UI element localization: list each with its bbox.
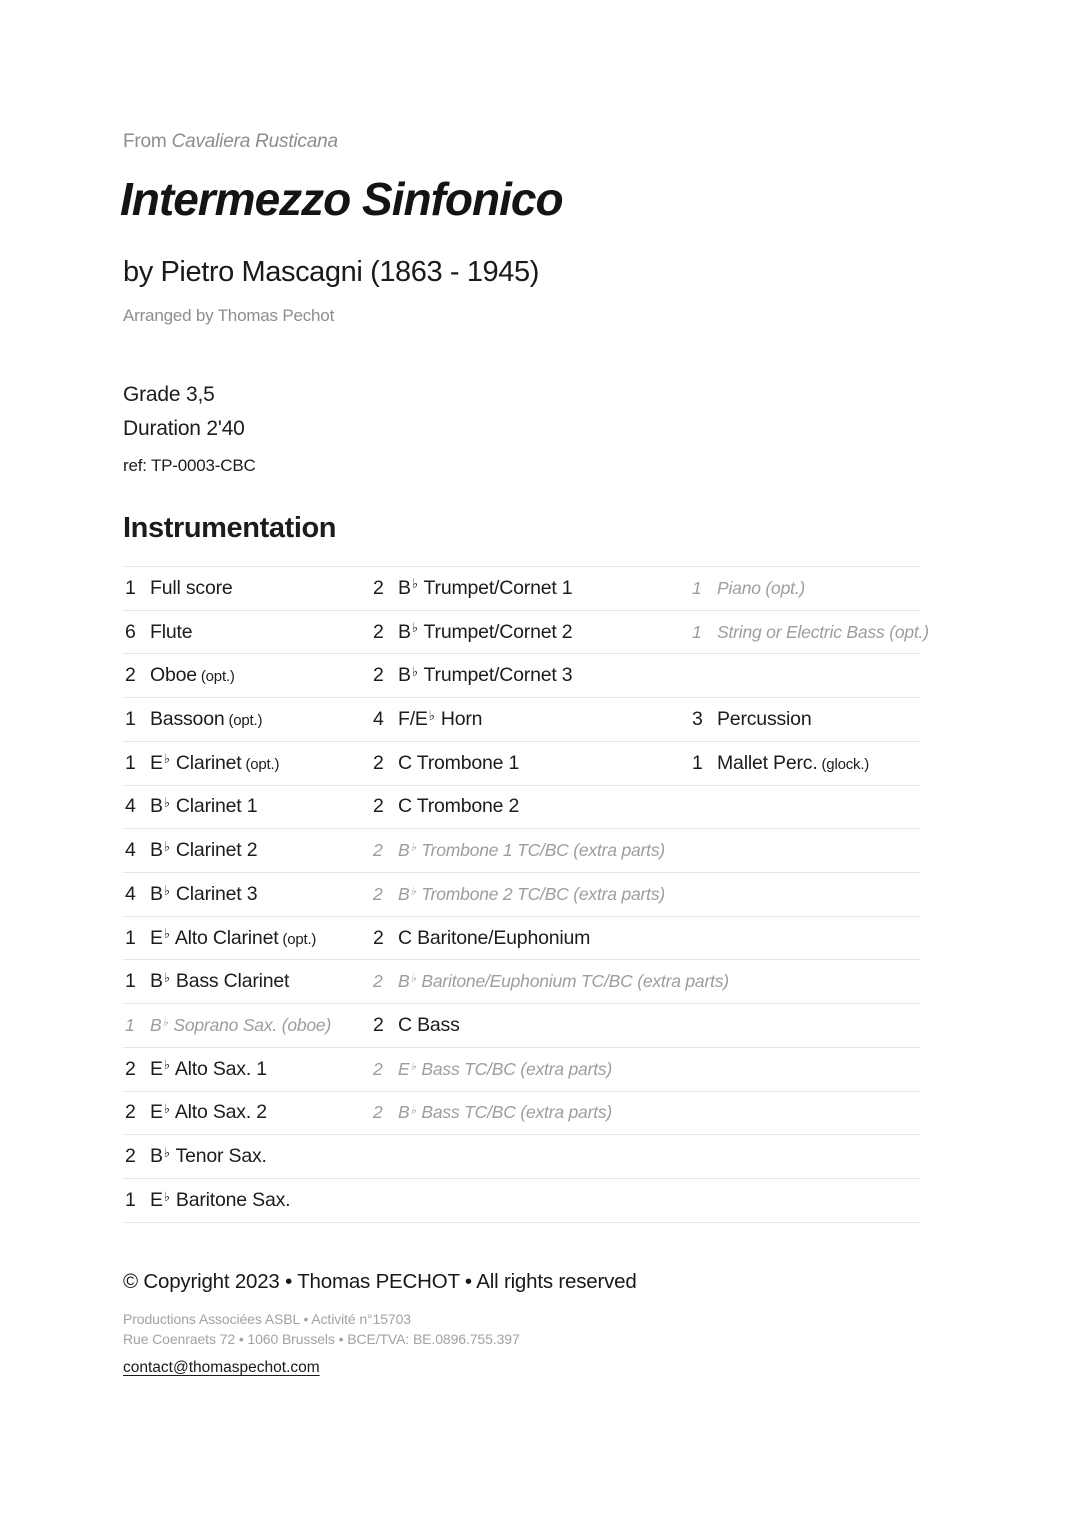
instrument-qty: 1 (125, 1015, 135, 1036)
instrument-qty: 2 (373, 664, 384, 687)
flat-sign: ♭ (411, 663, 418, 679)
instrument-name: C Trombone 1 (398, 751, 520, 774)
instrument-qty: 1 (692, 751, 703, 774)
instrument-qty: 2 (373, 840, 383, 861)
instrument-qty: 4 (125, 839, 136, 862)
instrument-qty: 6 (125, 620, 136, 643)
instrument-name: Piano (opt.) (717, 577, 806, 598)
instrument-name: Full score (150, 576, 233, 599)
flat-sign: ♭ (411, 620, 418, 636)
flat-sign: ♭ (411, 576, 418, 592)
instrumentation-row (123, 610, 929, 654)
instrument-cell (123, 1048, 370, 1091)
instrument-name: B♭ Soprano Sax. (oboe) (150, 1015, 332, 1036)
instrument-cell (690, 1179, 920, 1222)
instrument-qty: 4 (125, 882, 136, 905)
instrument-name: B♭ Clarinet 2 (150, 838, 258, 862)
instrument-suffix: (glock.) (817, 755, 870, 773)
instrument-cell (370, 917, 690, 960)
instrument-qty: 1 (125, 751, 136, 774)
instrument-cell (370, 654, 690, 697)
instrument-cell (123, 698, 370, 741)
instrument-cell (690, 786, 920, 829)
instrumentation-row (123, 1003, 920, 1047)
instrument-qty: 2 (373, 576, 384, 599)
flat-sign: ♭ (428, 707, 435, 723)
instrument-qty: 2 (125, 664, 136, 687)
instrument-name: Flute (150, 620, 193, 643)
instrument-name: String or Electric Bass (opt.) (717, 621, 929, 642)
duration-info: Duration 2'40 (123, 417, 245, 440)
legal-line-1: Productions Associées ASBL • Activité n°15703 (123, 1311, 411, 1327)
instrument-name: Percussion (717, 708, 812, 731)
instrument-qty: 2 (373, 751, 384, 774)
instrument-qty: 2 (373, 1058, 383, 1079)
instrument-cell (123, 1092, 370, 1135)
instrument-qty: 2 (373, 620, 384, 643)
instrument-qty: 2 (373, 926, 384, 949)
flat-sign: ♭ (410, 842, 416, 855)
flat-sign: ♭ (163, 1101, 170, 1117)
instrumentation-heading: Instrumentation (123, 512, 337, 544)
flat-sign: ♭ (163, 795, 170, 811)
instrument-cell (690, 742, 920, 785)
instrument-qty: 2 (373, 971, 383, 992)
instrument-name: C Trombone 2 (398, 795, 520, 818)
instrument-cell (123, 960, 370, 1003)
instrument-cell (370, 611, 690, 654)
instrument-suffix: (opt.) (224, 712, 263, 730)
instrument-name: B♭ Trumpet/Cornet 1 (398, 576, 573, 599)
instrumentation-row (123, 697, 920, 741)
instrument-name: B♭ Trombone 1 TC/BC (extra parts) (398, 840, 666, 861)
instrument-name: B♭ Clarinet 3 (150, 882, 258, 905)
instrument-cell (690, 567, 920, 610)
instrument-cell (370, 786, 690, 829)
instrument-qty: 1 (692, 577, 702, 598)
from-work-title: Cavaliera Rusticana (171, 131, 338, 152)
instrument-cell (370, 567, 690, 610)
instrumentation-row (123, 872, 920, 916)
instrument-cell (370, 1048, 690, 1091)
instrument-cell (690, 698, 920, 741)
instrument-qty: 1 (125, 708, 136, 731)
instrumentation-row (123, 566, 920, 610)
instrument-cell (123, 829, 370, 872)
instrument-cell (370, 829, 690, 872)
contact-email-link[interactable]: contact@thomaspechot.com (123, 1359, 320, 1376)
instrumentation-row (123, 653, 920, 697)
instrument-cell (370, 742, 690, 785)
instrument-name: B♭ Bass TC/BC (extra parts) (398, 1102, 613, 1123)
instrument-name: Bassoon (opt.) (150, 708, 263, 731)
instrument-qty: 1 (125, 576, 136, 599)
instrumentation-row (123, 916, 920, 960)
arranger-credit: Arranged by Thomas Pechot (123, 306, 335, 325)
instrumentation-row (123, 828, 920, 872)
instrument-qty: 1 (125, 926, 136, 949)
instrument-cell (690, 1004, 920, 1047)
instrumentation-row (123, 1178, 920, 1222)
instrumentation-table (123, 566, 929, 1223)
instrument-name: F/E♭ Horn (398, 707, 483, 731)
instrument-qty: 2 (373, 1014, 384, 1037)
instrument-name: B♭ Tenor Sax. (150, 1144, 267, 1168)
instrument-name: E♭ Baritone Sax. (150, 1188, 291, 1211)
instrument-cell (123, 1179, 370, 1222)
instrument-qty: 2 (373, 883, 383, 904)
instrument-qty: 2 (125, 1057, 136, 1080)
instrument-qty: 2 (373, 795, 384, 818)
instrument-name: B♭ Trumpet/Cornet 3 (398, 663, 573, 687)
instrument-cell (690, 611, 929, 654)
flat-sign: ♭ (162, 1017, 168, 1030)
instrumentation-row (123, 741, 920, 785)
instrument-cell (123, 611, 370, 654)
instrument-cell (123, 917, 370, 960)
instrument-name: B♭ Trombone 2 TC/BC (extra parts) (398, 883, 666, 904)
instrument-qty: 4 (125, 795, 136, 818)
instrumentation-row (123, 1047, 920, 1091)
instrument-cell (690, 873, 920, 916)
instrument-cell (123, 786, 370, 829)
page-title: Intermezzo Sinfonico (120, 173, 563, 225)
publisher-legal-info (123, 1309, 520, 1349)
instrument-cell (370, 1092, 690, 1135)
instrument-name: B♭ Trumpet/Cornet 2 (398, 620, 573, 643)
instrumentation-row (123, 785, 920, 829)
instrument-suffix: (opt.) (241, 755, 280, 773)
flat-sign: ♭ (163, 1188, 170, 1204)
flat-sign: ♭ (410, 1060, 416, 1073)
instrument-qty: 2 (125, 1101, 136, 1124)
grade-info: Grade 3,5 (123, 383, 215, 406)
instrument-name: E♭ Alto Sax. 2 (150, 1101, 267, 1124)
instrument-cell (123, 1135, 370, 1178)
instrument-name: Mallet Perc. (glock.) (717, 751, 870, 774)
instrument-qty: 1 (692, 621, 702, 642)
flat-sign: ♭ (163, 1144, 170, 1160)
instrument-cell (370, 1004, 690, 1047)
flat-sign: ♭ (163, 838, 170, 854)
instrument-name: B♭ Clarinet 1 (150, 795, 258, 818)
instrument-cell (690, 960, 920, 1003)
instrument-qty: 2 (373, 1102, 383, 1123)
instrument-name: E♭ Alto Clarinet (opt.) (150, 926, 317, 949)
flat-sign: ♭ (410, 1104, 416, 1117)
instrument-cell (123, 654, 370, 697)
instrument-qty: 3 (692, 708, 703, 731)
copyright-line: © Copyright 2023 • Thomas PECHOT • All rights reserved (123, 1270, 637, 1293)
instrument-cell (690, 1092, 920, 1135)
flat-sign: ♭ (163, 751, 170, 767)
composer-byline: by Pietro Mascagni (1863 - 1945) (123, 256, 539, 288)
instrument-cell (123, 873, 370, 916)
flat-sign: ♭ (163, 1057, 170, 1073)
flat-sign: ♭ (163, 969, 170, 985)
instrument-qty: 1 (125, 970, 136, 993)
instrument-name: Oboe (opt.) (150, 664, 235, 687)
contact-email-container (123, 1359, 320, 1377)
flat-sign: ♭ (410, 973, 416, 986)
flat-sign: ♭ (410, 886, 416, 899)
instrumentation-row (123, 1091, 920, 1135)
instrument-cell (690, 654, 920, 697)
instrumentation-row (123, 1134, 920, 1178)
from-prefix: From (123, 131, 172, 152)
instrument-name: E♭ Clarinet (opt.) (150, 751, 280, 774)
instrument-name: E♭ Bass TC/BC (extra parts) (398, 1058, 613, 1079)
instrument-name: E♭ Alto Sax. 1 (150, 1057, 267, 1080)
instrument-cell (370, 698, 690, 741)
instrument-cell (690, 829, 920, 872)
from-work-line (123, 131, 338, 153)
instrument-name: C Baritone/Euphonium (398, 926, 591, 949)
instrument-cell (123, 1004, 370, 1047)
instrument-qty: 4 (373, 708, 384, 731)
instrumentation-row (123, 959, 920, 1003)
flat-sign: ♭ (163, 926, 170, 942)
instrument-cell (123, 742, 370, 785)
instrument-cell (123, 567, 370, 610)
instrument-qty: 1 (125, 1188, 136, 1211)
instrument-cell (370, 1179, 690, 1222)
instrument-suffix: (opt.) (196, 668, 235, 686)
instrument-cell (370, 873, 690, 916)
instrument-cell (690, 1048, 920, 1091)
flat-sign: ♭ (163, 882, 170, 898)
instrument-name: C Bass (398, 1014, 460, 1037)
instrument-suffix: (opt.) (278, 930, 317, 948)
reference-code: ref: TP-0003-CBC (123, 456, 256, 475)
instrument-qty: 2 (125, 1145, 136, 1168)
instrument-cell (690, 1135, 920, 1178)
instrument-cell (690, 917, 920, 960)
legal-line-2: Rue Coenraets 72 • 1060 Brussels • BCE/TVA: BE.0896.755.397 (123, 1331, 520, 1347)
instrument-name: B♭ Bass Clarinet (150, 969, 290, 993)
instrument-cell (370, 1135, 690, 1178)
instrument-name: B♭ Baritone/Euphonium TC/BC (extra parts) (398, 971, 729, 992)
instrument-cell (370, 960, 729, 1003)
